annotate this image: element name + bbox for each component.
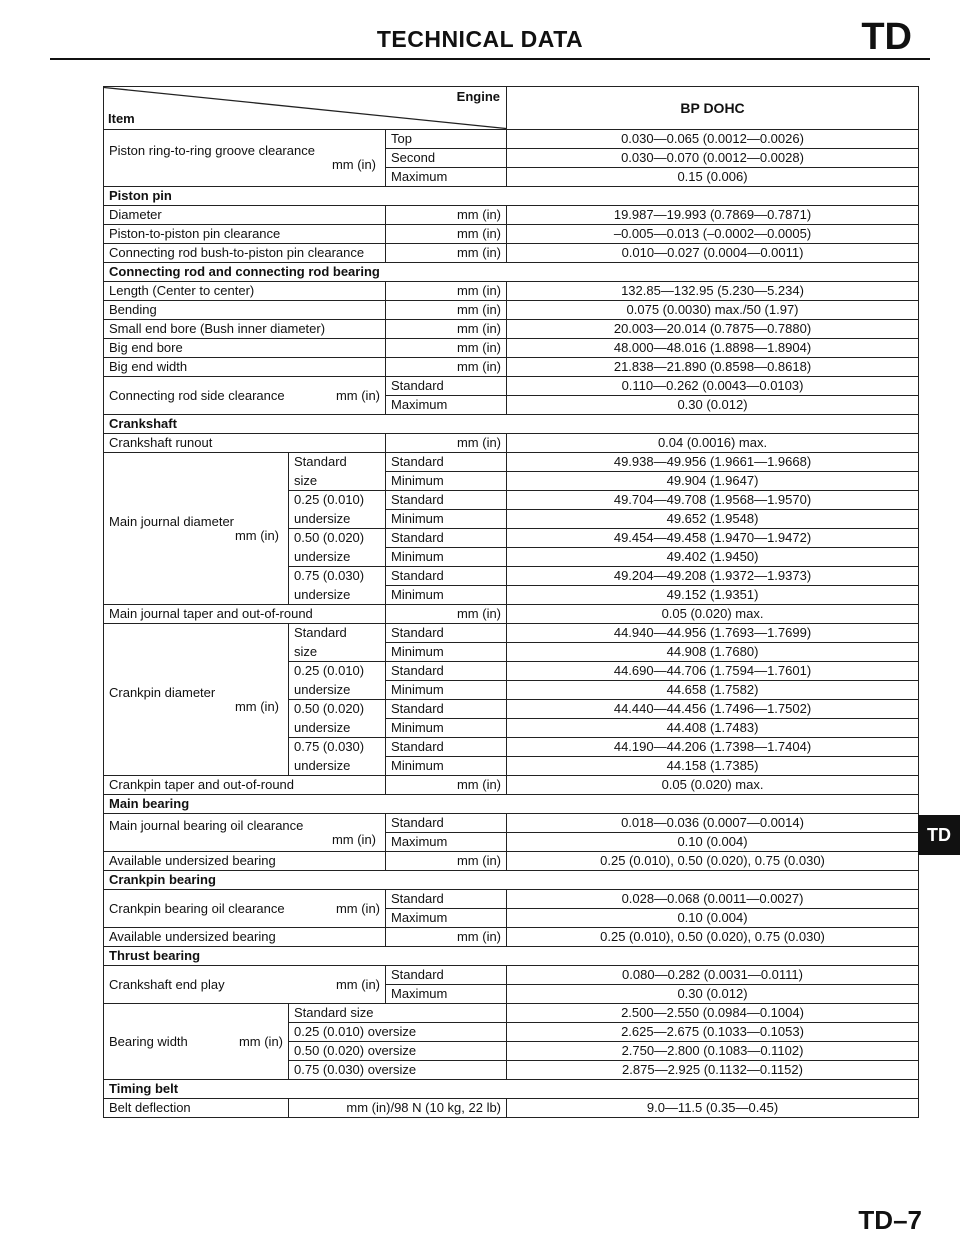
std-value: 44.690—44.706 (1.7594—1.7601) — [507, 662, 919, 681]
row-label: Big end bore — [104, 339, 386, 358]
row-label: Small end bore (Bush inner diameter) — [104, 320, 386, 339]
section-timing-belt: Timing belt — [104, 1080, 919, 1099]
row-unit: mm (in) — [386, 852, 507, 871]
spec-row — [104, 339, 919, 358]
row-label: Diameter — [104, 206, 386, 225]
std-label: Standard — [386, 890, 507, 909]
row-unit: mm (in) — [386, 605, 507, 624]
size-line1: 0.75 (0.030) — [289, 738, 386, 757]
size-line2: undersize — [289, 681, 386, 700]
row-label: Length (Center to center) — [104, 282, 386, 301]
min-label: Minimum — [386, 643, 507, 662]
min-label: Minimum — [386, 681, 507, 700]
section-row — [104, 1080, 919, 1099]
main-oil-clearance-unit: mm (in) — [331, 831, 376, 847]
min-label: Minimum — [386, 472, 507, 491]
section-row — [104, 871, 919, 890]
ring-groove-label: Piston ring-to-ring groove clearance — [109, 143, 315, 158]
section-row — [104, 947, 919, 966]
spec-row — [104, 358, 919, 377]
std-value: 49.704—49.708 (1.9568—1.9570) — [507, 491, 919, 510]
row-unit: mm (in) — [386, 301, 507, 320]
std-label: Standard — [386, 377, 507, 396]
size-line2: undersize — [289, 510, 386, 529]
spec-row — [104, 605, 919, 624]
crankpin-oil-clearance-label: Crankpin bearing oil clearance — [109, 900, 285, 916]
page-title: TECHNICAL DATA — [376, 26, 584, 52]
std-value: 44.940—44.956 (1.7693—1.7699) — [507, 624, 919, 643]
spec-row — [104, 890, 919, 909]
spec-row — [104, 852, 919, 871]
crankpin-label-cell — [104, 624, 289, 776]
std-label: Standard — [386, 624, 507, 643]
section-piston-pin: Piston pin — [104, 187, 919, 206]
spec-row — [104, 776, 919, 795]
size-line1: Standard — [289, 624, 386, 643]
spec-row — [104, 928, 919, 947]
size-line1: 0.75 (0.030) — [289, 567, 386, 586]
min-label: Minimum — [386, 586, 507, 605]
spec-row — [104, 1099, 919, 1118]
row-label: Piston-to-piston pin clearance — [104, 225, 386, 244]
row-value: 20.003—20.014 (0.7875—0.7880) — [507, 320, 919, 339]
row-unit: mm (in) — [386, 928, 507, 947]
size-line2: undersize — [289, 586, 386, 605]
section-row — [104, 187, 919, 206]
std-label: Standard — [386, 662, 507, 681]
max-value: 0.10 (0.004) — [507, 909, 919, 928]
conrod-side-clearance-unit: mm (in) — [335, 387, 380, 403]
row-unit: mm (in) — [386, 244, 507, 263]
row-value: 0.075 (0.0030) max./50 (1.97) — [507, 301, 919, 320]
spec-row — [104, 206, 919, 225]
section-thrust-bearing: Thrust bearing — [104, 947, 919, 966]
row-unit: mm (in) — [386, 320, 507, 339]
size-line1: 0.50 (0.020) — [289, 529, 386, 548]
min-value: 49.652 (1.9548) — [507, 510, 919, 529]
min-label: Minimum — [386, 548, 507, 567]
max-value: 0.30 (0.012) — [507, 396, 919, 415]
max-value: 0.10 (0.004) — [507, 833, 919, 852]
ring-groove-top: Top — [386, 130, 507, 149]
row-value: 0.04 (0.0016) max. — [507, 434, 919, 453]
conrod-side-clearance-cell — [104, 377, 386, 415]
width-size: Standard size — [289, 1004, 507, 1023]
row-value: 21.838—21.890 (0.8598—0.8618) — [507, 358, 919, 377]
end-play-cell — [104, 966, 386, 1004]
row-unit: mm (in) — [386, 776, 507, 795]
size-line1: 0.25 (0.010) — [289, 662, 386, 681]
row-value: 48.000—48.016 (1.8898—1.8904) — [507, 339, 919, 358]
spec-row — [104, 130, 919, 149]
std-label: Standard — [386, 529, 507, 548]
ring-groove-unit: mm (in) — [331, 157, 376, 172]
header-item-label: Item — [108, 111, 135, 126]
row-label: Bending — [104, 301, 386, 320]
spec-row — [104, 814, 919, 833]
spec-row — [104, 244, 919, 263]
main-oil-clearance-label: Main journal bearing oil clearance — [109, 817, 304, 833]
spec-row — [104, 453, 919, 472]
end-play-label: Crankshaft end play — [109, 976, 225, 992]
std-value: 44.190—44.206 (1.7398—1.7404) — [507, 738, 919, 757]
width-value: 2.500—2.550 (0.0984—0.1004) — [507, 1004, 919, 1023]
row-label: Main journal taper and out-of-round — [104, 605, 386, 624]
std-label: Standard — [386, 453, 507, 472]
spec-row — [104, 282, 919, 301]
max-label: Maximum — [386, 909, 507, 928]
ring-groove-max: Maximum — [386, 168, 507, 187]
row-value: –0.005—0.013 (–0.0002—0.0005) — [507, 225, 919, 244]
width-value: 2.875—2.925 (0.1132—0.1152) — [507, 1061, 919, 1080]
row-unit: mm (in) — [386, 434, 507, 453]
std-label: Standard — [386, 491, 507, 510]
size-line2: undersize — [289, 719, 386, 738]
row-unit: mm (in) — [386, 339, 507, 358]
section-row — [104, 415, 919, 434]
std-value: 0.110—0.262 (0.0043—0.0103) — [507, 377, 919, 396]
min-value: 49.904 (1.9647) — [507, 472, 919, 491]
min-value: 44.658 (1.7582) — [507, 681, 919, 700]
max-label: Maximum — [386, 985, 507, 1004]
main-oil-clearance-cell — [104, 814, 386, 852]
row-value: 0.05 (0.020) max. — [507, 776, 919, 795]
min-label: Minimum — [386, 719, 507, 738]
min-label: Minimum — [386, 757, 507, 776]
std-label: Standard — [386, 966, 507, 985]
min-value: 49.152 (1.9351) — [507, 586, 919, 605]
std-label: Standard — [386, 814, 507, 833]
ring-groove-max-value: 0.15 (0.006) — [507, 168, 919, 187]
spec-row — [104, 966, 919, 985]
size-line2: size — [289, 643, 386, 662]
spec-row — [104, 320, 919, 339]
spec-row — [104, 225, 919, 244]
min-value: 49.402 (1.9450) — [507, 548, 919, 567]
spec-table — [103, 86, 919, 1118]
ring-groove-top-value: 0.030—0.065 (0.0012—0.0026) — [507, 130, 919, 149]
ring-groove-second: Second — [386, 149, 507, 168]
section-row — [104, 263, 919, 282]
bearing-width-label: Bearing width — [109, 1033, 188, 1049]
min-value: 44.158 (1.7385) — [507, 757, 919, 776]
spec-row — [104, 377, 919, 396]
std-value: 49.204—49.208 (1.9372—1.9373) — [507, 567, 919, 586]
header-model: BP DOHC — [507, 87, 919, 130]
row-label: Crankpin taper and out-of-round — [104, 776, 386, 795]
size-line1: 0.50 (0.020) — [289, 700, 386, 719]
spec-row — [104, 1004, 919, 1023]
header-engine-label: Engine — [456, 89, 501, 104]
section-crankshaft: Crankshaft — [104, 415, 919, 434]
header-row — [104, 87, 919, 130]
std-value: 44.440—44.456 (1.7496—1.7502) — [507, 700, 919, 719]
max-label: Maximum — [386, 833, 507, 852]
row-label: Belt deflection — [104, 1099, 289, 1118]
crankpin-oil-clearance-unit: mm (in) — [335, 900, 380, 916]
row-label: Available undersized bearing — [104, 928, 386, 947]
width-size: 0.50 (0.020) oversize — [289, 1042, 507, 1061]
row-label: Big end width — [104, 358, 386, 377]
section-main-bearing: Main bearing — [104, 795, 919, 814]
row-value: 0.010—0.027 (0.0004—0.0011) — [507, 244, 919, 263]
min-label: Minimum — [386, 510, 507, 529]
crankpin-oil-clearance-cell — [104, 890, 386, 928]
bearing-width-cell — [104, 1004, 289, 1080]
header-item-engine-cell — [104, 87, 507, 130]
row-label: Available undersized bearing — [104, 852, 386, 871]
width-size: 0.25 (0.010) oversize — [289, 1023, 507, 1042]
row-unit: mm (in) — [386, 282, 507, 301]
main-journal-unit: mm (in) — [234, 527, 279, 543]
std-value: 0.080—0.282 (0.0031—0.0111) — [507, 966, 919, 985]
width-value: 2.625—2.675 (0.1033—0.1053) — [507, 1023, 919, 1042]
page-number: TD–7 — [858, 1205, 922, 1235]
max-value: 0.30 (0.012) — [507, 985, 919, 1004]
std-label: Standard — [386, 700, 507, 719]
row-value: 0.05 (0.020) max. — [507, 605, 919, 624]
row-unit: mm (in)/98 N (10 kg, 22 lb) — [289, 1099, 507, 1118]
max-label: Maximum — [386, 396, 507, 415]
size-line2: size — [289, 472, 386, 491]
section-conrod: Connecting rod and connecting rod bearing — [104, 263, 919, 282]
section-row — [104, 795, 919, 814]
size-line2: undersize — [289, 548, 386, 567]
std-value: 0.028—0.068 (0.0011—0.0027) — [507, 890, 919, 909]
header-diagonal — [104, 87, 507, 129]
spec-row — [104, 624, 919, 643]
min-value: 44.908 (1.7680) — [507, 643, 919, 662]
size-line2: undersize — [289, 757, 386, 776]
size-line1: 0.25 (0.010) — [289, 491, 386, 510]
ring-groove-label-cell — [104, 130, 386, 187]
std-label: Standard — [386, 567, 507, 586]
row-label: Crankshaft runout — [104, 434, 386, 453]
crankpin-unit: mm (in) — [234, 698, 279, 714]
width-value: 2.750—2.800 (0.1083—0.1102) — [507, 1042, 919, 1061]
title-rule — [50, 58, 930, 60]
row-unit: mm (in) — [386, 358, 507, 377]
row-unit: mm (in) — [386, 206, 507, 225]
end-play-unit: mm (in) — [335, 976, 380, 992]
spec-row — [104, 434, 919, 453]
spec-row — [104, 301, 919, 320]
main-journal-label-cell — [104, 453, 289, 605]
section-code: TD — [861, 16, 912, 58]
row-value: 19.987—19.993 (0.7869—0.7871) — [507, 206, 919, 225]
conrod-side-clearance-label: Connecting rod side clearance — [109, 387, 285, 403]
bearing-width-unit: mm (in) — [238, 1033, 283, 1049]
std-value: 49.454—49.458 (1.9470—1.9472) — [507, 529, 919, 548]
width-size: 0.75 (0.030) oversize — [289, 1061, 507, 1080]
min-value: 44.408 (1.7483) — [507, 719, 919, 738]
row-label: Connecting rod bush-to-piston pin clearance — [104, 244, 386, 263]
crankpin-label: Crankpin diameter — [109, 684, 216, 700]
std-value: 0.018—0.036 (0.0007—0.0014) — [507, 814, 919, 833]
row-value: 0.25 (0.010), 0.50 (0.020), 0.75 (0.030) — [507, 852, 919, 871]
std-label: Standard — [386, 738, 507, 757]
ring-groove-second-value: 0.030—0.070 (0.0012—0.0028) — [507, 149, 919, 168]
main-journal-label: Main journal diameter — [109, 513, 235, 529]
std-value: 49.938—49.956 (1.9661—1.9668) — [507, 453, 919, 472]
section-crankpin-bearing: Crankpin bearing — [104, 871, 919, 890]
row-value: 132.85—132.95 (5.230—5.234) — [507, 282, 919, 301]
row-value: 9.0—11.5 (0.35—0.45) — [507, 1099, 919, 1118]
row-value: 0.25 (0.010), 0.50 (0.020), 0.75 (0.030) — [507, 928, 919, 947]
row-unit: mm (in) — [386, 225, 507, 244]
size-line1: Standard — [289, 453, 386, 472]
section-side-tab: TD — [918, 815, 960, 855]
